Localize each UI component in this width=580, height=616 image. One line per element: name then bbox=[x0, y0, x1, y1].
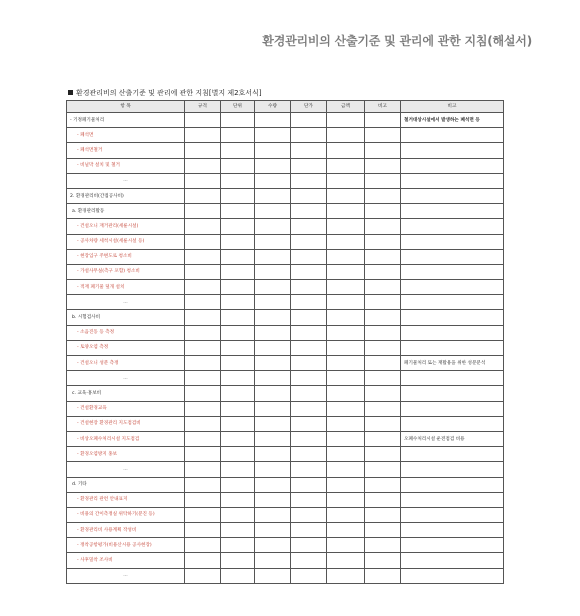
row-spec-cell[interactable] bbox=[185, 477, 221, 492]
row-remark-note bbox=[401, 401, 504, 416]
row-spec-cell[interactable] bbox=[185, 447, 221, 462]
row-quantity-cell[interactable] bbox=[255, 401, 291, 416]
row-spec-cell[interactable] bbox=[185, 538, 221, 553]
row-remark-note bbox=[401, 340, 504, 355]
row-unit-price-cell[interactable] bbox=[291, 447, 327, 462]
row-unit-cell[interactable] bbox=[221, 356, 255, 371]
row-unit-cell[interactable] bbox=[221, 173, 255, 188]
table-row bbox=[67, 219, 504, 234]
column-header-remark-a: 비고 bbox=[365, 101, 401, 113]
row-amount-cell[interactable] bbox=[327, 538, 365, 553]
row-spec-cell[interactable] bbox=[185, 492, 221, 507]
row-unit-cell[interactable] bbox=[221, 128, 255, 143]
table-row bbox=[67, 492, 504, 507]
row-unit-price-cell[interactable] bbox=[291, 128, 327, 143]
row-remark-note bbox=[401, 219, 504, 234]
row-unit-price-cell[interactable] bbox=[291, 538, 327, 553]
row-unit-cell[interactable] bbox=[221, 538, 255, 553]
row-quantity-cell[interactable] bbox=[255, 173, 291, 188]
table-row bbox=[67, 416, 504, 431]
column-header-item: 항 목 bbox=[67, 101, 185, 113]
row-amount-cell[interactable] bbox=[327, 340, 365, 355]
row-quantity-cell[interactable] bbox=[255, 462, 291, 477]
row-quantity-cell[interactable] bbox=[255, 188, 291, 203]
row-unit-price-cell[interactable] bbox=[291, 295, 327, 310]
row-remark-note bbox=[401, 204, 504, 219]
row-remark-note bbox=[401, 234, 504, 249]
row-remark-a-cell[interactable] bbox=[365, 507, 401, 522]
row-remark-note bbox=[401, 158, 504, 173]
row-remark-a-cell[interactable] bbox=[365, 219, 401, 234]
row-item-label: - 토양오염 측정 bbox=[67, 340, 185, 355]
row-remark-note bbox=[401, 173, 504, 188]
row-unit-cell[interactable] bbox=[221, 219, 255, 234]
row-quantity-cell[interactable] bbox=[255, 371, 291, 386]
row-unit-price-cell[interactable] bbox=[291, 310, 327, 325]
row-unit-price-cell[interactable] bbox=[291, 416, 327, 431]
table-row bbox=[67, 356, 504, 371]
row-unit-cell[interactable] bbox=[221, 188, 255, 203]
row-item-label: - 비닐막 설치 및 철거 bbox=[67, 158, 185, 173]
row-remark-a-cell[interactable] bbox=[365, 234, 401, 249]
row-unit-cell[interactable] bbox=[221, 325, 255, 340]
row-remark-a-cell[interactable] bbox=[365, 477, 401, 492]
row-unit-cell[interactable] bbox=[221, 507, 255, 522]
table-row bbox=[67, 401, 504, 416]
row-remark-a-cell[interactable] bbox=[365, 447, 401, 462]
row-remark-note bbox=[401, 264, 504, 279]
row-remark-a-cell[interactable] bbox=[365, 128, 401, 143]
row-unit-price-cell[interactable] bbox=[291, 204, 327, 219]
row-remark-note bbox=[401, 568, 504, 583]
row-remark-a-cell[interactable] bbox=[365, 295, 401, 310]
table-row bbox=[67, 477, 504, 492]
table-row bbox=[67, 386, 504, 401]
row-remark-a-cell[interactable] bbox=[365, 249, 401, 264]
row-remark-note bbox=[401, 416, 504, 431]
row-remark-a-cell[interactable] bbox=[365, 113, 401, 128]
table-row bbox=[67, 128, 504, 143]
row-remark-note bbox=[401, 386, 504, 401]
row-amount-cell[interactable] bbox=[327, 568, 365, 583]
row-unit-cell[interactable] bbox=[221, 264, 255, 279]
column-header-quantity: 수량 bbox=[255, 101, 291, 113]
table-row bbox=[67, 447, 504, 462]
row-item-label: - 환경관리 관련 안내표지 bbox=[67, 492, 185, 507]
row-unit-price-cell[interactable] bbox=[291, 188, 327, 203]
row-unit-cell[interactable] bbox=[221, 371, 255, 386]
row-remark-a-cell[interactable] bbox=[365, 371, 401, 386]
row-remark-note bbox=[401, 477, 504, 492]
row-remark-a-cell[interactable] bbox=[365, 462, 401, 477]
column-header-remark-b: 비고 bbox=[401, 101, 504, 113]
row-unit-cell[interactable] bbox=[221, 310, 255, 325]
row-item-label: - 폐석면 bbox=[67, 128, 185, 143]
table-row bbox=[67, 568, 504, 583]
row-item-label: b. 시험검사비 bbox=[67, 310, 185, 325]
row-quantity-cell[interactable] bbox=[255, 264, 291, 279]
table-row bbox=[67, 340, 504, 355]
table-row bbox=[67, 325, 504, 340]
row-unit-cell[interactable] bbox=[221, 401, 255, 416]
row-remark-note bbox=[401, 310, 504, 325]
row-amount-cell[interactable] bbox=[327, 507, 365, 522]
row-remark-a-cell[interactable] bbox=[365, 340, 401, 355]
row-unit-price-cell[interactable] bbox=[291, 325, 327, 340]
row-unit-price-cell[interactable] bbox=[291, 173, 327, 188]
row-item-label: - 적재 폐기물 덮개 설치 bbox=[67, 280, 185, 295]
table-row bbox=[67, 204, 504, 219]
row-item-label: ... bbox=[67, 568, 185, 583]
table-body bbox=[67, 113, 504, 584]
row-amount-cell[interactable] bbox=[327, 204, 365, 219]
row-remark-note bbox=[401, 188, 504, 203]
row-unit-cell[interactable] bbox=[221, 462, 255, 477]
row-amount-cell[interactable] bbox=[327, 447, 365, 462]
row-quantity-cell[interactable] bbox=[255, 310, 291, 325]
row-amount-cell[interactable] bbox=[327, 128, 365, 143]
row-remark-note bbox=[401, 523, 504, 538]
row-amount-cell[interactable] bbox=[327, 188, 365, 203]
row-amount-cell[interactable] bbox=[327, 295, 365, 310]
row-spec-cell[interactable] bbox=[185, 416, 221, 431]
row-spec-cell[interactable] bbox=[185, 310, 221, 325]
row-remark-note bbox=[401, 538, 504, 553]
table-row bbox=[67, 173, 504, 188]
row-remark-a-cell[interactable] bbox=[365, 553, 401, 568]
row-remark-note bbox=[401, 462, 504, 477]
row-remark-note: 폐기물처리 또는 재활용을 위한 성분분석 bbox=[401, 356, 504, 371]
row-remark-a-cell[interactable] bbox=[365, 280, 401, 295]
row-spec-cell[interactable] bbox=[185, 128, 221, 143]
row-amount-cell[interactable] bbox=[327, 158, 365, 173]
row-item-label: - 사후밀착 조사비 bbox=[67, 553, 185, 568]
row-spec-cell[interactable] bbox=[185, 340, 221, 355]
row-amount-cell[interactable] bbox=[327, 264, 365, 279]
table-row bbox=[67, 234, 504, 249]
row-unit-price-cell[interactable] bbox=[291, 113, 327, 128]
row-unit-cell[interactable] bbox=[221, 477, 255, 492]
row-unit-cell[interactable] bbox=[221, 416, 255, 431]
row-amount-cell[interactable] bbox=[327, 416, 365, 431]
row-spec-cell[interactable] bbox=[185, 219, 221, 234]
row-spec-cell[interactable] bbox=[185, 431, 221, 446]
row-remark-a-cell[interactable] bbox=[365, 492, 401, 507]
row-unit-price-cell[interactable] bbox=[291, 219, 327, 234]
row-unit-price-cell[interactable] bbox=[291, 477, 327, 492]
row-remark-a-cell[interactable] bbox=[365, 431, 401, 446]
row-amount-cell[interactable] bbox=[327, 219, 365, 234]
row-remark-a-cell[interactable] bbox=[365, 568, 401, 583]
row-quantity-cell[interactable] bbox=[255, 340, 291, 355]
table-row bbox=[67, 280, 504, 295]
row-spec-cell[interactable] bbox=[185, 280, 221, 295]
row-quantity-cell[interactable] bbox=[255, 113, 291, 128]
row-spec-cell[interactable] bbox=[185, 401, 221, 416]
row-remark-a-cell[interactable] bbox=[365, 158, 401, 173]
row-spec-cell[interactable] bbox=[185, 188, 221, 203]
row-item-label: - 환경오염방지 홍보 bbox=[67, 447, 185, 462]
row-item-label: - 건설오니 성분 측정 bbox=[67, 356, 185, 371]
table-row bbox=[67, 249, 504, 264]
row-spec-cell[interactable] bbox=[185, 264, 221, 279]
row-amount-cell[interactable] bbox=[327, 356, 365, 371]
row-unit-cell[interactable] bbox=[221, 234, 255, 249]
row-quantity-cell[interactable] bbox=[255, 204, 291, 219]
row-spec-cell[interactable] bbox=[185, 234, 221, 249]
table-row bbox=[67, 188, 504, 203]
form-section-title: 환경관리비의 산출기준 및 관리에 관한 지침[별지 제2호서식] bbox=[76, 89, 262, 97]
row-unit-price-cell[interactable] bbox=[291, 143, 327, 158]
row-unit-cell[interactable] bbox=[221, 143, 255, 158]
row-unit-price-cell[interactable] bbox=[291, 249, 327, 264]
row-amount-cell[interactable] bbox=[327, 173, 365, 188]
row-remark-a-cell[interactable] bbox=[365, 325, 401, 340]
row-unit-price-cell[interactable] bbox=[291, 431, 327, 446]
row-remark-a-cell[interactable] bbox=[365, 310, 401, 325]
row-unit-cell[interactable] bbox=[221, 492, 255, 507]
row-amount-cell[interactable] bbox=[327, 280, 365, 295]
row-item-label: 2. 환경관리비(간접공사비) bbox=[67, 188, 185, 203]
table-row bbox=[67, 264, 504, 279]
row-item-label: - 환경관리비 사용계획 작성비 bbox=[67, 523, 185, 538]
row-quantity-cell[interactable] bbox=[255, 128, 291, 143]
row-spec-cell[interactable] bbox=[185, 507, 221, 522]
table-header-row bbox=[67, 101, 504, 113]
row-quantity-cell[interactable] bbox=[255, 158, 291, 173]
row-unit-cell[interactable] bbox=[221, 386, 255, 401]
row-quantity-cell[interactable] bbox=[255, 295, 291, 310]
table-row bbox=[67, 371, 504, 386]
row-quantity-cell[interactable] bbox=[255, 492, 291, 507]
row-remark-a-cell[interactable] bbox=[365, 401, 401, 416]
row-item-label: ... bbox=[67, 173, 185, 188]
row-amount-cell[interactable] bbox=[327, 401, 365, 416]
row-unit-price-cell[interactable] bbox=[291, 356, 327, 371]
row-spec-cell[interactable] bbox=[185, 462, 221, 477]
row-quantity-cell[interactable] bbox=[255, 431, 291, 446]
table-row bbox=[67, 143, 504, 158]
row-item-label: - 건설현장 환경관리 지도점검비 bbox=[67, 416, 185, 431]
row-remark-a-cell[interactable] bbox=[365, 356, 401, 371]
row-remark-note bbox=[401, 128, 504, 143]
row-spec-cell[interactable] bbox=[185, 295, 221, 310]
row-quantity-cell[interactable] bbox=[255, 553, 291, 568]
table-row bbox=[67, 538, 504, 553]
row-quantity-cell[interactable] bbox=[255, 249, 291, 264]
row-item-label: ... bbox=[67, 295, 185, 310]
row-item-label: - 폐석면철거 bbox=[67, 143, 185, 158]
row-quantity-cell[interactable] bbox=[255, 523, 291, 538]
row-spec-cell[interactable] bbox=[185, 371, 221, 386]
row-item-label: - 기정폐기물처리 bbox=[67, 113, 185, 128]
row-amount-cell[interactable] bbox=[327, 143, 365, 158]
row-item-label: a. 환경관리활동 bbox=[67, 204, 185, 219]
row-quantity-cell[interactable] bbox=[255, 477, 291, 492]
row-spec-cell[interactable] bbox=[185, 173, 221, 188]
row-item-label: - 가설사무실(측구 포함) 청소비 bbox=[67, 264, 185, 279]
row-remark-a-cell[interactable] bbox=[365, 386, 401, 401]
row-unit-price-cell[interactable] bbox=[291, 507, 327, 522]
row-item-label: - 비상오폐수처리시설 지도점검 bbox=[67, 431, 185, 446]
row-unit-cell[interactable] bbox=[221, 280, 255, 295]
square-bullet-icon bbox=[68, 90, 73, 95]
row-quantity-cell[interactable] bbox=[255, 386, 291, 401]
row-remark-note bbox=[401, 280, 504, 295]
row-spec-cell[interactable] bbox=[185, 523, 221, 538]
row-item-label: - 정착공항평가(비용산시용 공사현장) bbox=[67, 538, 185, 553]
row-item-label: - 비용의 간이측정실 위탁하기(분진 등) bbox=[67, 507, 185, 522]
column-header-amount: 금액 bbox=[327, 101, 365, 113]
row-remark-note bbox=[401, 507, 504, 522]
row-unit-price-cell[interactable] bbox=[291, 492, 327, 507]
column-header-spec: 규격 bbox=[185, 101, 221, 113]
row-remark-note bbox=[401, 492, 504, 507]
row-remark-note bbox=[401, 371, 504, 386]
row-remark-a-cell[interactable] bbox=[365, 188, 401, 203]
row-unit-cell[interactable] bbox=[221, 553, 255, 568]
row-remark-a-cell[interactable] bbox=[365, 264, 401, 279]
row-remark-note bbox=[401, 447, 504, 462]
row-unit-cell[interactable] bbox=[221, 249, 255, 264]
row-unit-price-cell[interactable] bbox=[291, 401, 327, 416]
row-spec-cell[interactable] bbox=[185, 158, 221, 173]
table-row bbox=[67, 523, 504, 538]
row-unit-price-cell[interactable] bbox=[291, 386, 327, 401]
row-unit-price-cell[interactable] bbox=[291, 340, 327, 355]
row-unit-cell[interactable] bbox=[221, 447, 255, 462]
row-spec-cell[interactable] bbox=[185, 249, 221, 264]
row-quantity-cell[interactable] bbox=[255, 356, 291, 371]
row-spec-cell[interactable] bbox=[185, 553, 221, 568]
row-unit-cell[interactable] bbox=[221, 523, 255, 538]
table-row bbox=[67, 507, 504, 522]
row-remark-note: 오폐수처리시설 운전점검 비용 bbox=[401, 431, 504, 446]
row-remark-note bbox=[401, 295, 504, 310]
row-quantity-cell[interactable] bbox=[255, 325, 291, 340]
cost-statement-table bbox=[66, 100, 504, 584]
row-spec-cell[interactable] bbox=[185, 325, 221, 340]
row-amount-cell[interactable] bbox=[327, 492, 365, 507]
row-remark-note: 철거대상시설에서 발생하는 폐석면 등 bbox=[401, 113, 504, 128]
row-unit-cell[interactable] bbox=[221, 113, 255, 128]
row-remark-a-cell[interactable] bbox=[365, 173, 401, 188]
row-spec-cell[interactable] bbox=[185, 113, 221, 128]
table-row bbox=[67, 158, 504, 173]
row-amount-cell[interactable] bbox=[327, 371, 365, 386]
row-unit-price-cell[interactable] bbox=[291, 523, 327, 538]
row-amount-cell[interactable] bbox=[327, 325, 365, 340]
row-amount-cell[interactable] bbox=[327, 310, 365, 325]
row-unit-price-cell[interactable] bbox=[291, 568, 327, 583]
row-unit-cell[interactable] bbox=[221, 431, 255, 446]
row-quantity-cell[interactable] bbox=[255, 219, 291, 234]
row-amount-cell[interactable] bbox=[327, 462, 365, 477]
table-row bbox=[67, 431, 504, 446]
row-unit-price-cell[interactable] bbox=[291, 553, 327, 568]
row-amount-cell[interactable] bbox=[327, 113, 365, 128]
row-remark-a-cell[interactable] bbox=[365, 416, 401, 431]
row-remark-note bbox=[401, 143, 504, 158]
row-quantity-cell[interactable] bbox=[255, 447, 291, 462]
row-remark-a-cell[interactable] bbox=[365, 143, 401, 158]
table-row bbox=[67, 295, 504, 310]
column-header-unit-price: 단가 bbox=[291, 101, 327, 113]
row-unit-cell[interactable] bbox=[221, 295, 255, 310]
row-remark-note bbox=[401, 325, 504, 340]
row-unit-price-cell[interactable] bbox=[291, 280, 327, 295]
row-item-label: c. 교육·홍보비 bbox=[67, 386, 185, 401]
row-quantity-cell[interactable] bbox=[255, 416, 291, 431]
row-spec-cell[interactable] bbox=[185, 386, 221, 401]
row-amount-cell[interactable] bbox=[327, 249, 365, 264]
row-amount-cell[interactable] bbox=[327, 477, 365, 492]
row-quantity-cell[interactable] bbox=[255, 234, 291, 249]
row-item-label: - 건설환경교육 bbox=[67, 401, 185, 416]
row-quantity-cell[interactable] bbox=[255, 507, 291, 522]
row-spec-cell[interactable] bbox=[185, 204, 221, 219]
row-unit-price-cell[interactable] bbox=[291, 158, 327, 173]
row-amount-cell[interactable] bbox=[327, 553, 365, 568]
row-remark-note bbox=[401, 553, 504, 568]
row-quantity-cell[interactable] bbox=[255, 143, 291, 158]
table-row bbox=[67, 553, 504, 568]
row-quantity-cell[interactable] bbox=[255, 568, 291, 583]
row-remark-a-cell[interactable] bbox=[365, 523, 401, 538]
row-item-label: - 건설오니 재거관리(세륜시설) bbox=[67, 219, 185, 234]
table-row bbox=[67, 310, 504, 325]
row-spec-cell[interactable] bbox=[185, 356, 221, 371]
row-amount-cell[interactable] bbox=[327, 431, 365, 446]
row-remark-a-cell[interactable] bbox=[365, 204, 401, 219]
row-item-label: ... bbox=[67, 371, 185, 386]
row-unit-price-cell[interactable] bbox=[291, 264, 327, 279]
row-unit-price-cell[interactable] bbox=[291, 371, 327, 386]
row-item-label: - 현장입구 주변도로 청소비 bbox=[67, 249, 185, 264]
row-quantity-cell[interactable] bbox=[255, 280, 291, 295]
table-row bbox=[67, 462, 504, 477]
row-spec-cell[interactable] bbox=[185, 568, 221, 583]
form-section-heading bbox=[68, 88, 262, 98]
row-amount-cell[interactable] bbox=[327, 386, 365, 401]
row-item-label: d. 기타 bbox=[67, 477, 185, 492]
row-unit-cell[interactable] bbox=[221, 204, 255, 219]
row-item-label: - 공사차량 세척시설(세륜시설 등) bbox=[67, 234, 185, 249]
row-amount-cell[interactable] bbox=[327, 523, 365, 538]
row-unit-cell[interactable] bbox=[221, 568, 255, 583]
row-unit-price-cell[interactable] bbox=[291, 462, 327, 477]
column-header-unit: 단위 bbox=[221, 101, 255, 113]
row-item-label: - 소음진동 등 측정 bbox=[67, 325, 185, 340]
row-unit-cell[interactable] bbox=[221, 158, 255, 173]
row-remark-note bbox=[401, 249, 504, 264]
document-title: 환경관리비의 산출기준 및 관리에 관한 지침(해설서) bbox=[262, 34, 532, 48]
row-quantity-cell[interactable] bbox=[255, 538, 291, 553]
row-item-label: ... bbox=[67, 462, 185, 477]
row-remark-a-cell[interactable] bbox=[365, 538, 401, 553]
row-amount-cell[interactable] bbox=[327, 234, 365, 249]
row-unit-price-cell[interactable] bbox=[291, 234, 327, 249]
table-row bbox=[67, 113, 504, 128]
row-unit-cell[interactable] bbox=[221, 340, 255, 355]
row-spec-cell[interactable] bbox=[185, 143, 221, 158]
